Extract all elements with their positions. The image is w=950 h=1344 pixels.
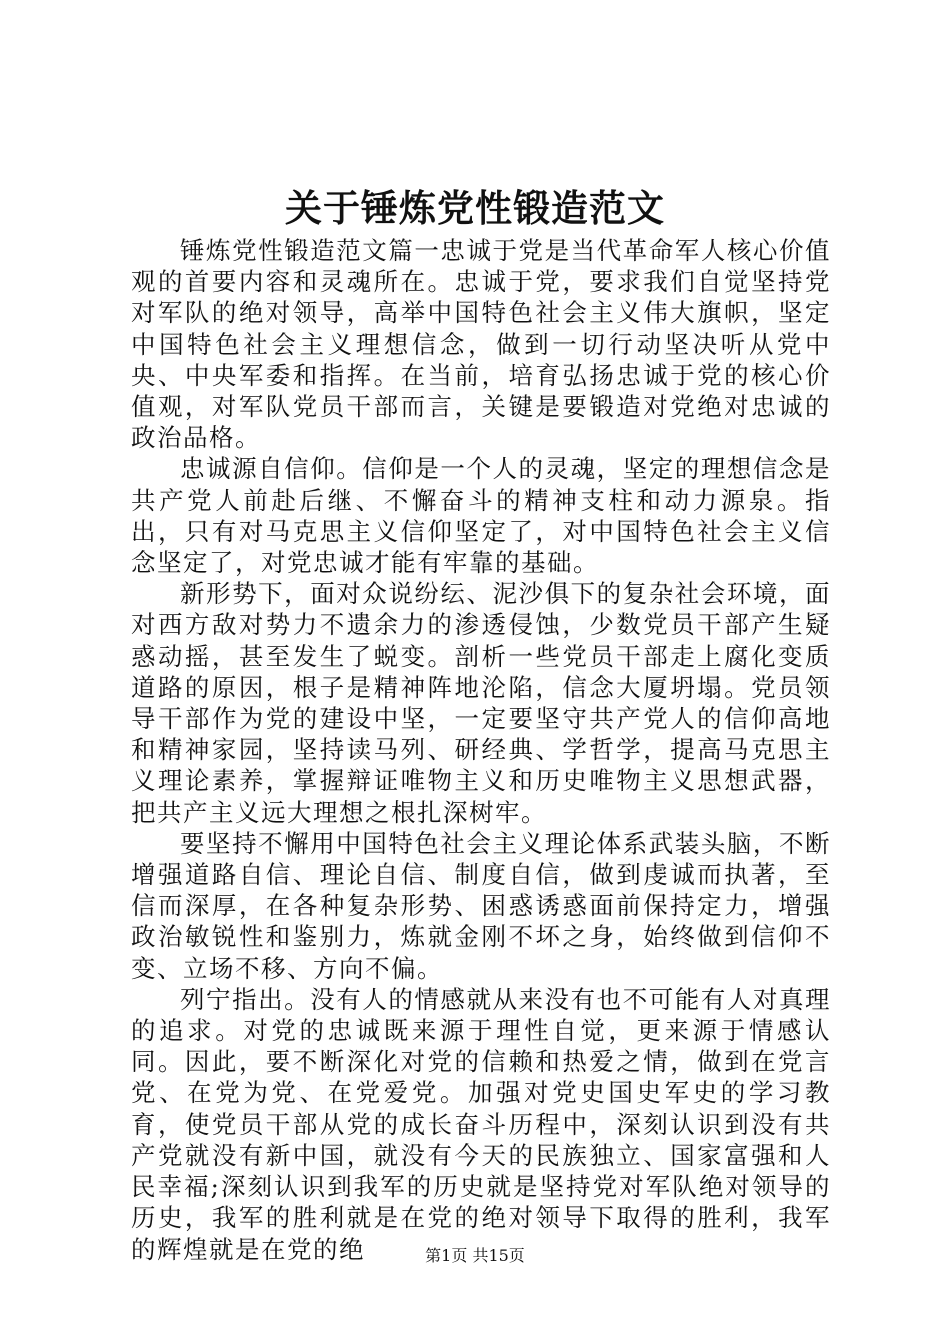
- paragraph: 忠诚源自信仰。信仰是一个人的灵魂，坚定的理想信念是共产党人前赴后继、不懈奋斗的精神支柱和动力源泉。指出，只有对马克思主义信仰坚定了，对中国特色社会主义信念坚定了，对党忠诚才能有牢靠的基础。: [131, 454, 831, 578]
- paragraph: 新形势下，面对众说纷纭、泥沙俱下的复杂社会环境，面对西方敌对势力不遗余力的渗透侵蚀，少数党员干部产生疑惑动摇，甚至发生了蜕变。剖析一些党员干部走上腐化变质道路的原因，根子是精神阵地沦陷，信念大厦坍塌。党员领导干部作为党的建设中坚，一定要坚守共产党人的信仰高地和精神家园，坚持读马列、研经典、学哲学，提高马克思主义理论素养，掌握辩证唯物主义和历史唯物主义思想武器，把共产主义远大理想之根扎深树牢。: [131, 579, 831, 827]
- page-number-footer: 第1页 共15页: [425, 1246, 525, 1265]
- paragraph: 锤炼党性锻造范文篇一忠诚于党是当代革命军人核心价值观的首要内容和灵魂所在。忠诚于党，要求我们自觉坚持党对军队的绝对领导，高举中国特色社会主义伟大旗帜，坚定中国特色社会主义理想信念，做到一切行动坚决听从党中央、中央军委和指挥。在当前，培育弘扬忠诚于党的核心价值观，对军队党员干部而言，关键是要锻造对党绝对忠诚的政治品格。: [131, 236, 831, 453]
- paragraph: 列宁指出。没有人的情感就从来没有也不可能有人对真理的追求。对党的忠诚既来源于理性自觉，更来源于情感认同。因此，要不断深化对党的信赖和热爱之情，做到在党言党、在党为党、在党爱党。加强对党史国史军史的学习教育，使党员干部从党的成长奋斗历程中，深刻认识到没有共产党就没有新中国，就没有今天的民族独立、国家富强和人民幸福;深刻认识到我军的历史就是坚持党对军队绝对领导的历史，我军的胜利就是在党的绝对领导下取得的胜利，我军的辉煌就是在党的绝: [131, 984, 831, 1264]
- document-body: [131, 235, 831, 1265]
- paragraph: 要坚持不懈用中国特色社会主义理论体系武装头脑，不断增强道路自信、理论自信、制度自信，做到虔诚而执著，至信而深厚，在各种复杂形势、困惑诱惑面前保持定力，增强政治敏锐性和鉴别力，炼就金刚不坏之身，始终做到信仰不变、立场不移、方向不偏。: [131, 828, 831, 983]
- document-title: 关于锤炼党性锻造范文: [285, 186, 665, 230]
